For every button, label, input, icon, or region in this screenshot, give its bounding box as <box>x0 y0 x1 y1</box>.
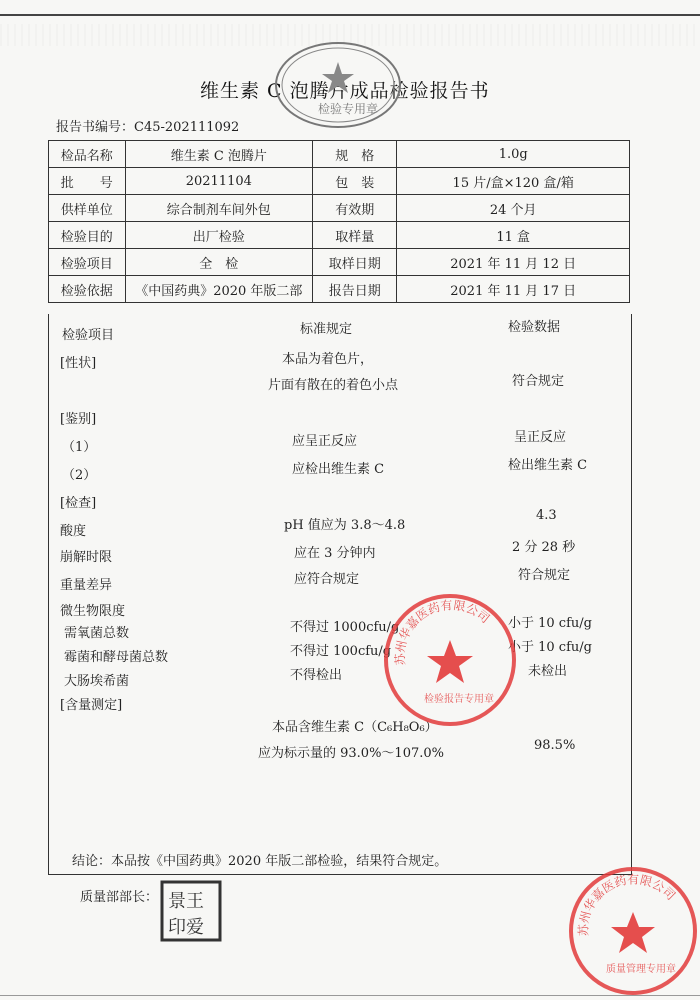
table-row <box>49 222 630 249</box>
cell-label: 检验项目 <box>49 249 126 276</box>
standard-text: 片面有散在的着色小点 <box>268 378 399 393</box>
standard-text: 本品含维生素 C（C₆H₈O₆） <box>272 720 438 735</box>
report-number: 报告书编号：C45-202111092 <box>56 120 240 135</box>
red-quality-seal <box>566 864 700 998</box>
svg-text:景王: 景王 <box>168 891 204 912</box>
standard-text: 本品为着色片， <box>282 352 374 367</box>
svg-text:苏州华嘉医药有限公司: 苏州华嘉医药有限公司 <box>392 598 493 666</box>
svg-text:检验报告专用章: 检验报告专用章 <box>424 694 494 705</box>
results-header-item: 检验项目 <box>62 328 115 343</box>
cell-label: 检品名称 <box>49 141 126 168</box>
results-header-data: 检验数据 <box>508 320 561 335</box>
section-identification: [鉴别] <box>60 412 97 427</box>
data-text: 呈正反应 <box>514 430 567 445</box>
section-inspection: [检查] <box>60 496 97 511</box>
data-text: 检出维生素 C <box>508 458 588 473</box>
cell-label: 有效期 <box>313 195 397 222</box>
data-text: 未检出 <box>528 664 568 679</box>
data-text: 小于 10 cfu/g <box>508 616 592 631</box>
cell-label: 包 装 <box>313 168 397 195</box>
table-row <box>49 195 630 222</box>
standard-text: 应呈正反应 <box>292 434 358 449</box>
item-label: 重量差异 <box>60 578 113 593</box>
info-table <box>48 140 630 303</box>
data-text: 符合规定 <box>518 568 571 583</box>
svg-text:质量管理专用章: 质量管理专用章 <box>606 964 676 975</box>
standard-text: 应符合规定 <box>294 572 360 587</box>
data-text: 2 分 28 秒 <box>512 540 576 555</box>
results-box <box>48 314 632 875</box>
conclusion: 结论：本品按《中国药典》2020 年版二部检验，结果符合规定。 <box>72 854 448 869</box>
cell-label: 检验目的 <box>49 222 126 249</box>
cell-label: 规 格 <box>313 141 397 168</box>
cell-value: 15 片/盒×120 盒/箱 <box>397 168 630 195</box>
report-title: 维生素 C 泡腾片成品检验报告书 <box>200 80 490 102</box>
standard-text: 不得检出 <box>290 668 343 683</box>
bottom-border <box>0 995 700 996</box>
cell-value: 出厂检验 <box>125 222 313 249</box>
cell-value: 2021 年 11 月 12 日 <box>397 249 630 276</box>
data-text: 符合规定 <box>512 374 565 389</box>
cell-label: 供样单位 <box>49 195 126 222</box>
svg-text:印爱: 印爱 <box>168 917 204 938</box>
cell-value: 2021 年 11 月 17 日 <box>397 276 630 303</box>
cell-value: 维生素 C 泡腾片 <box>125 141 313 168</box>
cell-label: 检验依据 <box>49 276 126 303</box>
section-assay: [含量测定] <box>60 698 123 713</box>
section-microbial: 微生物限度 <box>60 604 126 619</box>
data-text: 小于 10 cfu/g <box>508 640 592 655</box>
table-row <box>49 276 630 303</box>
signature-stamp <box>160 880 222 942</box>
item-label: 大肠埃希菌 <box>64 674 130 689</box>
item-label: 需氧菌总数 <box>64 626 130 641</box>
results-header-standard: 标准规定 <box>300 322 353 337</box>
table-row <box>49 141 630 168</box>
svg-text:检验专用章: 检验专用章 <box>318 102 379 116</box>
item-label: 酸度 <box>60 524 87 539</box>
cell-label: 取样日期 <box>313 249 397 276</box>
table-row <box>49 168 630 195</box>
quality-manager-label: 质量部部长： <box>80 890 159 905</box>
cell-value: 1.0g <box>397 141 630 168</box>
standard-text: pH 值应为 3.8～4.8 <box>284 518 406 533</box>
cell-value: 全 检 <box>125 249 313 276</box>
cell-value: 24 个月 <box>397 195 630 222</box>
data-text: 98.5% <box>534 738 576 753</box>
gray-seal <box>273 40 403 130</box>
item-label: 霉菌和酵母菌总数 <box>64 650 169 665</box>
red-inspection-seal <box>380 590 520 730</box>
standard-text: 不得过 100cfu/g <box>290 644 392 659</box>
table-row <box>49 249 630 276</box>
standard-text: 应在 3 分钟内 <box>294 546 376 561</box>
cell-label: 报告日期 <box>313 276 397 303</box>
standard-text: 应为标示量的 93.0%～107.0% <box>258 746 444 761</box>
standard-text: 不得过 1000cfu/g <box>290 620 400 635</box>
section-appearance: [性状] <box>60 356 97 371</box>
cell-value: 综合制剂车间外包 <box>125 195 313 222</box>
data-text: 4.3 <box>536 508 557 523</box>
cell-value: 《中国药典》2020 年版二部 <box>125 276 313 303</box>
cell-label: 取样量 <box>313 222 397 249</box>
item-label: 崩解时限 <box>60 550 113 565</box>
standard-text: 应检出维生素 C <box>292 462 385 477</box>
svg-text:苏州华嘉医药有限公司: 苏州华嘉医药有限公司 <box>576 872 679 937</box>
cell-value: 11 盒 <box>397 222 630 249</box>
cell-value: 20211104 <box>125 168 313 195</box>
item-label: （1） <box>62 440 97 455</box>
cell-label: 批 号 <box>49 168 126 195</box>
item-label: （2） <box>62 468 97 483</box>
